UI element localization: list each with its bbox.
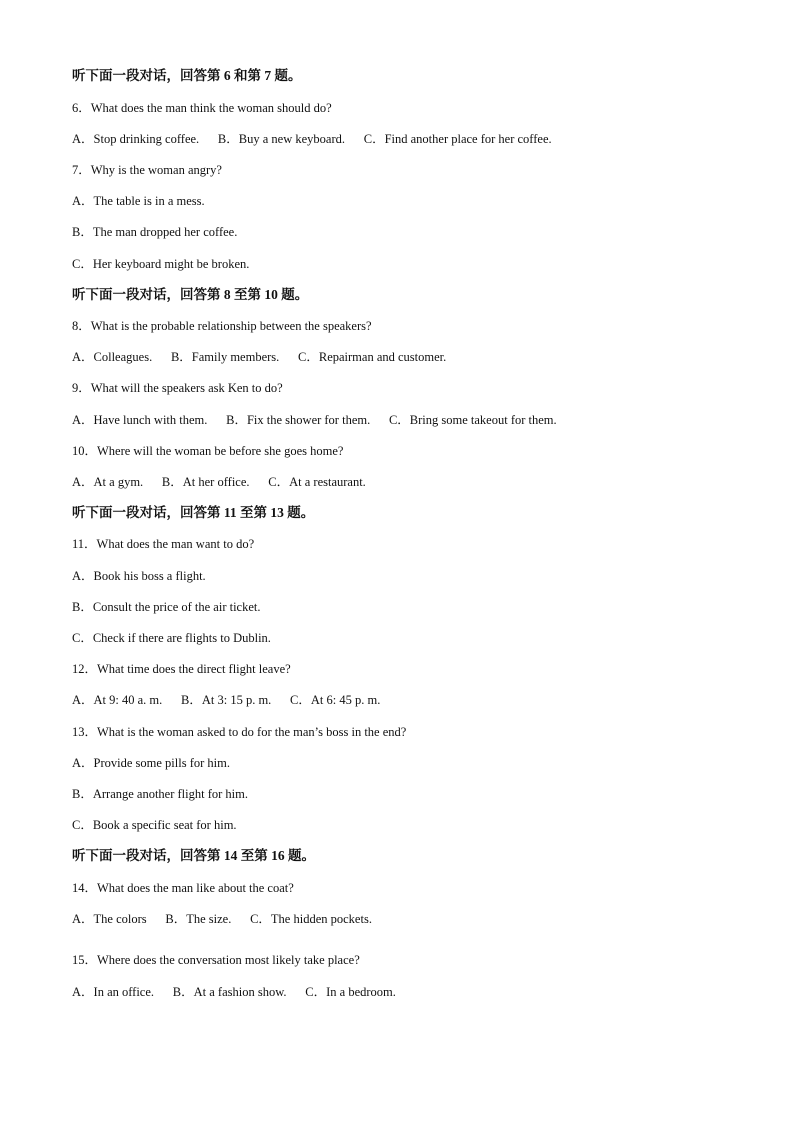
options-14: A．The colors B．The size. C．The hidden pockets. — [72, 912, 372, 926]
question-14: 14．What does the man like about the coat? — [72, 881, 294, 895]
option-11b: B．Consult the price of the air ticket. — [72, 600, 261, 614]
question-15: 15．Where does the conversation most likely take place? — [72, 953, 360, 967]
question-10: 10．Where will the woman be before she goes home? — [72, 444, 344, 458]
option-13c: C．Book a specific seat for him. — [72, 818, 237, 832]
question-8: 8．What is the probable relationship between the speakers? — [72, 319, 372, 333]
section-heading-6-7: 听下面一段对话，回答第 6 和第 7 题。 — [72, 68, 302, 83]
option-11c: C．Check if there are flights to Dublin. — [72, 631, 271, 645]
question-11: 11．What does the man want to do? — [72, 537, 255, 551]
options-9: A．Have lunch with them. B．Fix the shower for them. C．Bring some takeout for them. — [72, 413, 557, 427]
option-13b: B．Arrange another flight for him. — [72, 787, 248, 801]
question-13: 13．What is the woman asked to do for the man’s boss in the end? — [72, 725, 407, 739]
option-7b: B．The man dropped her coffee. — [72, 225, 238, 239]
section-heading-11-13: 听下面一段对话，回答第 11 至第 13 题。 — [72, 505, 315, 520]
options-12: A．At 9: 40 a. m. B．At 3: 15 p. m. C．At 6: 45 p. m. — [72, 693, 381, 707]
option-7c: C．Her keyboard might be broken. — [72, 257, 250, 271]
options-15: A．In an office. B．At a fashion show. C．In a bedroom. — [72, 985, 396, 999]
options-10: A．At a gym. B．At her office. C．At a restaurant. — [72, 475, 366, 489]
section-heading-8-10: 听下面一段对话，回答第 8 至第 10 题。 — [72, 287, 309, 302]
section-heading-14-16: 听下面一段对话，回答第 14 至第 16 题。 — [72, 848, 315, 863]
options-6: A．Stop drinking coffee. B．Buy a new keyboard. C．Find another place for her coffee. — [72, 132, 552, 146]
question-7: 7．Why is the woman angry? — [72, 163, 222, 177]
option-11a: A．Book his boss a flight. — [72, 569, 206, 583]
question-9: 9．What will the speakers ask Ken to do? — [72, 381, 283, 395]
options-8: A．Colleagues. B．Family members. C．Repairman and customer. — [72, 350, 447, 364]
question-12: 12．What time does the direct flight leave? — [72, 662, 291, 676]
question-6: 6．What does the man think the woman should do? — [72, 101, 332, 115]
option-7a: A．The table is in a mess. — [72, 194, 205, 208]
option-13a: A．Provide some pills for him. — [72, 756, 230, 770]
